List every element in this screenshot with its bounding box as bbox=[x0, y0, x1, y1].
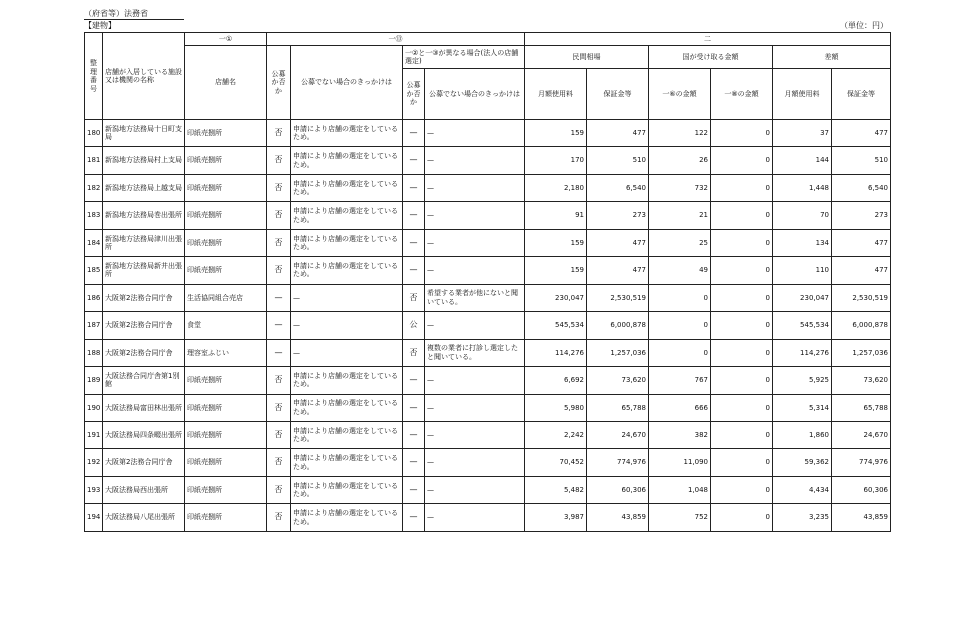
cell-reason2: — bbox=[425, 229, 525, 256]
cell-market-deposit: 477 bbox=[587, 257, 649, 284]
cell-public2: 否 bbox=[403, 339, 425, 366]
cell-reason1: — bbox=[291, 312, 403, 339]
cell-facility: 大阪第2法務合同庁舎 bbox=[103, 284, 185, 311]
cell-facility: 大阪法務局富田林出張所 bbox=[103, 394, 185, 421]
cell-facility: 大阪第2法務合同庁舎 bbox=[103, 339, 185, 366]
cell-store: 印紙売捌所 bbox=[185, 449, 267, 476]
cell-store: 印紙売捌所 bbox=[185, 394, 267, 421]
cell-public1: 否 bbox=[267, 120, 291, 147]
cell-store: 印紙売捌所 bbox=[185, 476, 267, 503]
col-header-market-rent: 月額使用料 bbox=[525, 69, 587, 120]
cell-public2: — bbox=[403, 394, 425, 421]
cell-facility: 新潟地方法務局十日町支局 bbox=[103, 120, 185, 147]
cell-market-rent: 3,987 bbox=[525, 504, 587, 532]
col-header-no: 整理番号 bbox=[85, 33, 103, 120]
cell-store: 食堂 bbox=[185, 312, 267, 339]
cell-market-rent: 70,452 bbox=[525, 449, 587, 476]
group-header-23: 一②と一③が異なる場合(法人の店舗選定) bbox=[403, 46, 525, 69]
cell-recv6: 0 bbox=[649, 312, 711, 339]
group-header-13: 一⑬ bbox=[267, 33, 525, 46]
cell-public1: 否 bbox=[267, 229, 291, 256]
col-header-market-deposit: 保証金等 bbox=[587, 69, 649, 120]
cell-market-rent: 6,692 bbox=[525, 367, 587, 394]
cell-reason1: — bbox=[291, 339, 403, 366]
cell-diff-deposit: 43,859 bbox=[832, 504, 891, 532]
cell-no: 185 bbox=[85, 257, 103, 284]
cell-diff-deposit: 477 bbox=[832, 229, 891, 256]
cell-store: 印紙売捌所 bbox=[185, 504, 267, 532]
cell-market-deposit: 477 bbox=[587, 120, 649, 147]
cell-diff-deposit: 6,540 bbox=[832, 174, 891, 201]
cell-no: 193 bbox=[85, 476, 103, 503]
cell-no: 188 bbox=[85, 339, 103, 366]
cell-reason2: — bbox=[425, 120, 525, 147]
col-header-public1: 公募か否か bbox=[267, 46, 291, 120]
cell-public1: — bbox=[267, 312, 291, 339]
cell-no: 190 bbox=[85, 394, 103, 421]
cell-public2: — bbox=[403, 257, 425, 284]
cell-no: 180 bbox=[85, 120, 103, 147]
cell-reason2: — bbox=[425, 367, 525, 394]
cell-market-deposit: 73,620 bbox=[587, 367, 649, 394]
cell-recv6: 767 bbox=[649, 367, 711, 394]
cell-facility: 大阪第2法務合同庁舎 bbox=[103, 449, 185, 476]
cell-recv6: 11,090 bbox=[649, 449, 711, 476]
cell-reason2: — bbox=[425, 394, 525, 421]
table-row bbox=[85, 202, 891, 229]
table-row bbox=[85, 476, 891, 503]
cell-facility: 大阪法務局西出張所 bbox=[103, 476, 185, 503]
cell-public2: — bbox=[403, 504, 425, 532]
cell-recv6: 26 bbox=[649, 147, 711, 174]
cell-diff-deposit: 2,530,519 bbox=[832, 284, 891, 311]
cell-market-deposit: 1,257,036 bbox=[587, 339, 649, 366]
cell-market-deposit: 510 bbox=[587, 147, 649, 174]
cell-recv6: 0 bbox=[649, 339, 711, 366]
cell-market-rent: 545,534 bbox=[525, 312, 587, 339]
cell-public1: 否 bbox=[267, 394, 291, 421]
cell-facility: 新潟地方法務局津川出張所 bbox=[103, 229, 185, 256]
cell-diff-rent: 59,362 bbox=[773, 449, 832, 476]
cell-reason2: — bbox=[425, 174, 525, 201]
cell-market-rent: 2,180 bbox=[525, 174, 587, 201]
cell-recv8: 0 bbox=[711, 504, 773, 532]
cell-store: 生活協同組合売店 bbox=[185, 284, 267, 311]
cell-recv6: 0 bbox=[649, 284, 711, 311]
cell-market-rent: 159 bbox=[525, 257, 587, 284]
cell-reason2: — bbox=[425, 476, 525, 503]
cell-facility: 大阪法務局八尾出張所 bbox=[103, 504, 185, 532]
cell-recv8: 0 bbox=[711, 257, 773, 284]
col-header-store: 店舗名 bbox=[185, 46, 267, 120]
cell-reason2: — bbox=[425, 147, 525, 174]
cell-diff-deposit: 6,000,878 bbox=[832, 312, 891, 339]
cell-diff-rent: 1,860 bbox=[773, 421, 832, 448]
cell-recv8: 0 bbox=[711, 229, 773, 256]
cell-recv6: 25 bbox=[649, 229, 711, 256]
cell-store: 印紙売捌所 bbox=[185, 257, 267, 284]
cell-market-deposit: 60,306 bbox=[587, 476, 649, 503]
unit-label: （単位：円） bbox=[840, 21, 888, 30]
cell-store: 印紙売捌所 bbox=[185, 120, 267, 147]
cell-market-deposit: 273 bbox=[587, 202, 649, 229]
cell-reason1: 申請により店舗の選定をしているため。 bbox=[291, 449, 403, 476]
cell-no: 187 bbox=[85, 312, 103, 339]
cell-diff-rent: 114,276 bbox=[773, 339, 832, 366]
cell-market-rent: 91 bbox=[525, 202, 587, 229]
cell-reason1: — bbox=[291, 284, 403, 311]
table-row bbox=[85, 394, 891, 421]
cell-diff-rent: 230,047 bbox=[773, 284, 832, 311]
cell-market-deposit: 477 bbox=[587, 229, 649, 256]
cell-no: 191 bbox=[85, 421, 103, 448]
table-row bbox=[85, 339, 891, 366]
cell-recv8: 0 bbox=[711, 174, 773, 201]
cell-diff-deposit: 477 bbox=[832, 257, 891, 284]
store-rent-table bbox=[84, 32, 891, 532]
cell-reason1: 申請により店舗の選定をしているため。 bbox=[291, 421, 403, 448]
cell-public1: 否 bbox=[267, 449, 291, 476]
table-row bbox=[85, 284, 891, 311]
cell-diff-deposit: 510 bbox=[832, 147, 891, 174]
cell-recv8: 0 bbox=[711, 120, 773, 147]
cell-public1: — bbox=[267, 339, 291, 366]
cell-reason1: 申請により店舗の選定をしているため。 bbox=[291, 120, 403, 147]
cell-public2: — bbox=[403, 120, 425, 147]
cell-market-rent: 170 bbox=[525, 147, 587, 174]
cell-reason1: 申請により店舗の選定をしているため。 bbox=[291, 257, 403, 284]
cell-recv8: 0 bbox=[711, 312, 773, 339]
cell-recv6: 122 bbox=[649, 120, 711, 147]
cell-diff-deposit: 73,620 bbox=[832, 367, 891, 394]
cell-public2: — bbox=[403, 202, 425, 229]
cell-store: 印紙売捌所 bbox=[185, 421, 267, 448]
cell-facility: 大阪法務局四条畷出張所 bbox=[103, 421, 185, 448]
cell-public1: 否 bbox=[267, 504, 291, 532]
cell-public2: 公 bbox=[403, 312, 425, 339]
col-header-reason2: 公募でない場合のきっかけは bbox=[425, 69, 525, 120]
cell-diff-rent: 4,434 bbox=[773, 476, 832, 503]
cell-diff-rent: 110 bbox=[773, 257, 832, 284]
group-header-received: 国が受け取る金額 bbox=[649, 46, 773, 69]
cell-public2: — bbox=[403, 147, 425, 174]
cell-market-deposit: 2,530,519 bbox=[587, 284, 649, 311]
table-row bbox=[85, 421, 891, 448]
table-row bbox=[85, 147, 891, 174]
cell-no: 183 bbox=[85, 202, 103, 229]
table-row bbox=[85, 229, 891, 256]
col-header-diff-deposit: 保証金等 bbox=[832, 69, 891, 120]
cell-facility: 新潟地方法務局村上支局 bbox=[103, 147, 185, 174]
cell-no: 181 bbox=[85, 147, 103, 174]
cell-market-deposit: 65,788 bbox=[587, 394, 649, 421]
cell-recv6: 666 bbox=[649, 394, 711, 421]
group-header-diff: 差額 bbox=[773, 46, 891, 69]
cell-reason1: 申請により店舗の選定をしているため。 bbox=[291, 504, 403, 532]
cell-market-deposit: 774,976 bbox=[587, 449, 649, 476]
cell-public1: 否 bbox=[267, 257, 291, 284]
cell-reason2: — bbox=[425, 449, 525, 476]
cell-public1: 否 bbox=[267, 202, 291, 229]
cell-reason1: 申請により店舗の選定をしているため。 bbox=[291, 147, 403, 174]
cell-public2: — bbox=[403, 476, 425, 503]
cell-public2: — bbox=[403, 421, 425, 448]
cell-diff-deposit: 774,976 bbox=[832, 449, 891, 476]
cell-no: 192 bbox=[85, 449, 103, 476]
cell-recv8: 0 bbox=[711, 476, 773, 503]
cell-reason2: — bbox=[425, 202, 525, 229]
cell-public1: 否 bbox=[267, 147, 291, 174]
table-row bbox=[85, 174, 891, 201]
category-label: 【建物】 bbox=[84, 21, 116, 30]
cell-recv6: 1,048 bbox=[649, 476, 711, 503]
cell-recv6: 752 bbox=[649, 504, 711, 532]
header-row-subgroups bbox=[85, 46, 891, 69]
cell-store: 印紙売捌所 bbox=[185, 229, 267, 256]
header-row-groups bbox=[85, 33, 891, 46]
table-row bbox=[85, 120, 891, 147]
cell-recv6: 21 bbox=[649, 202, 711, 229]
cell-market-rent: 159 bbox=[525, 120, 587, 147]
cell-public1: 否 bbox=[267, 367, 291, 394]
cell-recv8: 0 bbox=[711, 202, 773, 229]
cell-recv8: 0 bbox=[711, 421, 773, 448]
cell-recv8: 0 bbox=[711, 394, 773, 421]
cell-diff-deposit: 477 bbox=[832, 120, 891, 147]
cell-facility: 大阪法務合同庁舎第1別館 bbox=[103, 367, 185, 394]
cell-store: 印紙売捌所 bbox=[185, 202, 267, 229]
cell-diff-rent: 5,314 bbox=[773, 394, 832, 421]
col-header-recv6: 一⑥の金額 bbox=[649, 69, 711, 120]
cell-diff-rent: 5,925 bbox=[773, 367, 832, 394]
cell-reason2: — bbox=[425, 257, 525, 284]
cell-reason1: 申請により店舗の選定をしているため。 bbox=[291, 367, 403, 394]
cell-public2: 否 bbox=[403, 284, 425, 311]
cell-reason2: — bbox=[425, 421, 525, 448]
cell-store: 印紙売捌所 bbox=[185, 147, 267, 174]
cell-market-rent: 5,980 bbox=[525, 394, 587, 421]
cell-reason2: 複数の業者に打診し選定したと聞いている。 bbox=[425, 339, 525, 366]
cell-recv8: 0 bbox=[711, 147, 773, 174]
cell-recv6: 732 bbox=[649, 174, 711, 201]
cell-no: 182 bbox=[85, 174, 103, 201]
cell-facility: 新潟地方法務局巻出張所 bbox=[103, 202, 185, 229]
cell-diff-rent: 134 bbox=[773, 229, 832, 256]
table-row bbox=[85, 367, 891, 394]
cell-diff-deposit: 1,257,036 bbox=[832, 339, 891, 366]
cell-market-deposit: 6,000,878 bbox=[587, 312, 649, 339]
cell-public2: — bbox=[403, 174, 425, 201]
cell-store: 印紙売捌所 bbox=[185, 174, 267, 201]
cell-facility: 新潟地方法務局新井出張所 bbox=[103, 257, 185, 284]
cell-diff-rent: 144 bbox=[773, 147, 832, 174]
col-header-recv8: 一⑧の金額 bbox=[711, 69, 773, 120]
cell-no: 184 bbox=[85, 229, 103, 256]
cell-market-rent: 230,047 bbox=[525, 284, 587, 311]
cell-reason1: 申請により店舗の選定をしているため。 bbox=[291, 476, 403, 503]
group-header-1: 一① bbox=[185, 33, 267, 46]
cell-market-rent: 159 bbox=[525, 229, 587, 256]
cell-market-deposit: 43,859 bbox=[587, 504, 649, 532]
table-row bbox=[85, 312, 891, 339]
cell-diff-deposit: 60,306 bbox=[832, 476, 891, 503]
group-header-market: 民間相場 bbox=[525, 46, 649, 69]
cell-public2: — bbox=[403, 367, 425, 394]
cell-market-deposit: 6,540 bbox=[587, 174, 649, 201]
cell-recv8: 0 bbox=[711, 339, 773, 366]
cell-public1: — bbox=[267, 284, 291, 311]
table-row bbox=[85, 504, 891, 532]
cell-store: 理容室ふじい bbox=[185, 339, 267, 366]
cell-diff-deposit: 65,788 bbox=[832, 394, 891, 421]
cell-no: 186 bbox=[85, 284, 103, 311]
col-header-reason1: 公募でない場合のきっかけは bbox=[291, 46, 403, 120]
cell-no: 189 bbox=[85, 367, 103, 394]
cell-diff-rent: 3,235 bbox=[773, 504, 832, 532]
cell-public1: 否 bbox=[267, 421, 291, 448]
cell-facility: 大阪第2法務合同庁舎 bbox=[103, 312, 185, 339]
ministry-label: （府省等）法務省 bbox=[84, 9, 184, 20]
cell-reason1: 申請により店舗の選定をしているため。 bbox=[291, 174, 403, 201]
table-row bbox=[85, 449, 891, 476]
cell-market-rent: 2,242 bbox=[525, 421, 587, 448]
group-header-2: 二 bbox=[525, 33, 891, 46]
cell-public2: — bbox=[403, 229, 425, 256]
cell-public2: — bbox=[403, 449, 425, 476]
col-header-facility: 店舗が入居している施設又は機関の名称 bbox=[103, 33, 185, 120]
cell-market-rent: 5,482 bbox=[525, 476, 587, 503]
cell-reason1: 申請により店舗の選定をしているため。 bbox=[291, 202, 403, 229]
cell-facility: 新潟地方法務局上越支局 bbox=[103, 174, 185, 201]
cell-diff-rent: 70 bbox=[773, 202, 832, 229]
cell-no: 194 bbox=[85, 504, 103, 532]
cell-recv8: 0 bbox=[711, 367, 773, 394]
cell-recv6: 382 bbox=[649, 421, 711, 448]
cell-reason1: 申請により店舗の選定をしているため。 bbox=[291, 394, 403, 421]
cell-reason2: 希望する業者が他にないと聞いている。 bbox=[425, 284, 525, 311]
cell-recv6: 49 bbox=[649, 257, 711, 284]
cell-diff-rent: 37 bbox=[773, 120, 832, 147]
cell-recv8: 0 bbox=[711, 284, 773, 311]
table-row bbox=[85, 257, 891, 284]
cell-reason2: — bbox=[425, 312, 525, 339]
cell-reason1: 申請により店舗の選定をしているため。 bbox=[291, 229, 403, 256]
cell-public1: 否 bbox=[267, 174, 291, 201]
cell-diff-deposit: 24,670 bbox=[832, 421, 891, 448]
col-header-public2: 公募か否か bbox=[403, 69, 425, 120]
col-header-diff-rent: 月額使用料 bbox=[773, 69, 832, 120]
cell-market-deposit: 24,670 bbox=[587, 421, 649, 448]
cell-recv8: 0 bbox=[711, 449, 773, 476]
cell-public1: 否 bbox=[267, 476, 291, 503]
cell-market-rent: 114,276 bbox=[525, 339, 587, 366]
cell-diff-rent: 1,448 bbox=[773, 174, 832, 201]
cell-store: 印紙売捌所 bbox=[185, 367, 267, 394]
cell-reason2: — bbox=[425, 504, 525, 532]
cell-diff-rent: 545,534 bbox=[773, 312, 832, 339]
cell-diff-deposit: 273 bbox=[832, 202, 891, 229]
